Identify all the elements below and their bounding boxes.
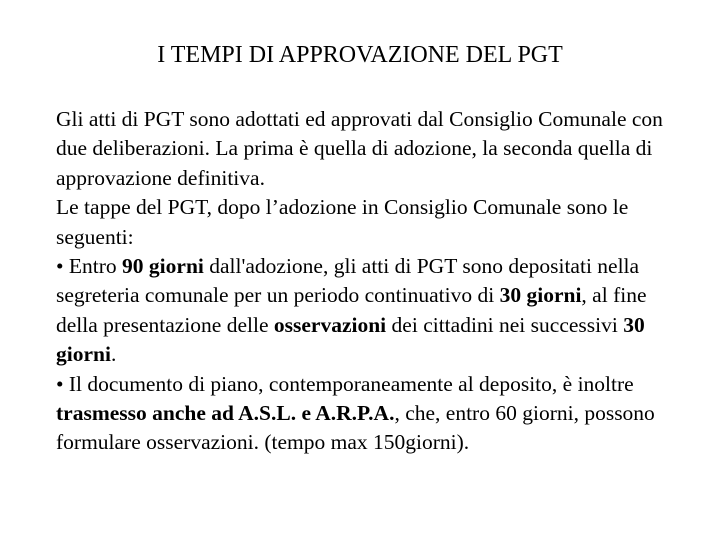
- bullet-deposit-bold-3: osservazioni: [273, 312, 387, 337]
- bullet-deposit-text-1: • Entro: [56, 254, 123, 279]
- bullet-deposit-text-4: dei cittadini nei successivi: [386, 312, 624, 337]
- bullet-transmission: [56, 370, 686, 458]
- paragraph-steps-intro: Le tappe del PGT, dopo l’adozione in Consiglio Comunale sono le seguenti:: [56, 195, 629, 249]
- bullet-deposit-bold-1: 90 giorni: [122, 254, 204, 279]
- bullet-deposit-text-2: dall'adozione, gli atti di PGT sono depositati nella segreteria comunale per un periodo continuativo di: [56, 254, 640, 308]
- bullet-deposit: [56, 252, 686, 370]
- bullet-deposit-bold-2: 30 giorni: [499, 283, 582, 308]
- bullet-deposit-bold-4: 30 giorni: [56, 312, 645, 367]
- slide-title: I TEMPI DI APPROVAZIONE DEL PGT: [157, 42, 563, 68]
- bullet-transmission-text-1: • Il documento di piano, contemporaneamente al deposito, è inoltre: [56, 371, 634, 396]
- paragraph-intro: Gli atti di PGT sono adottati ed approvati dal Consiglio Comunale con due deliberazioni. La prima è quella di adozione, la seconda quella di approvazione definitiva.: [56, 107, 663, 190]
- bullet-transmission-bold-1: trasmesso anche ad A.S.L. e A.R.P.A.: [56, 401, 395, 426]
- slide-body: [56, 105, 686, 458]
- bullet-deposit-text-5: .: [110, 342, 117, 367]
- bullet-transmission-text-2: , che, entro 60 giorni, possono formulare osservazioni. (tempo max 150giorni).: [56, 401, 655, 455]
- bullet-deposit-text-3: , al fine della presentazione delle: [56, 283, 647, 337]
